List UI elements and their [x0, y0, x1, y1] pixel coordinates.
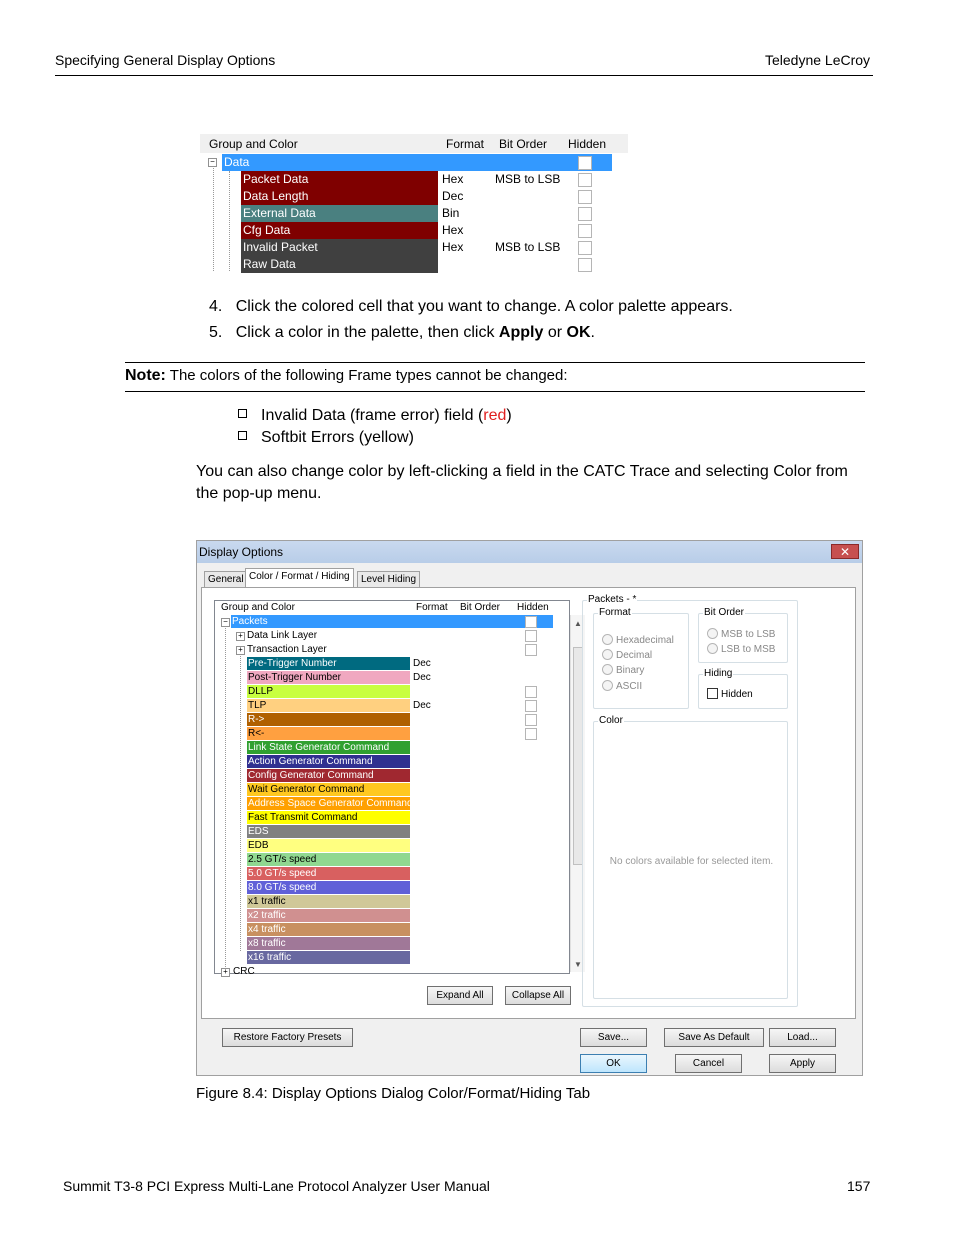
- tree-row[interactable]: [215, 797, 555, 811]
- grid-row[interactable]: [200, 256, 628, 273]
- note-rule-top: [125, 362, 865, 363]
- tree-row-transaction-layer[interactable]: [215, 643, 555, 657]
- collapse-icon[interactable]: −: [221, 618, 230, 627]
- color-cell[interactable]: Address Space Generator Command: [248, 798, 413, 809]
- col-bit-order: Bit Order: [460, 602, 501, 613]
- expand-icon[interactable]: +: [221, 968, 230, 977]
- hidden-checkbox[interactable]: [525, 630, 537, 642]
- tree-row[interactable]: [215, 867, 555, 881]
- tree-row[interactable]: [215, 881, 555, 895]
- bullet-red-word: red: [483, 407, 507, 424]
- hiding-label: Hiding: [704, 668, 733, 679]
- grid-parent-label[interactable]: Data: [222, 154, 612, 171]
- tree-row[interactable]: [215, 713, 555, 727]
- color-cell[interactable]: Pre-Trigger Number: [247, 657, 410, 670]
- checkbox-bullet-icon: [238, 409, 247, 418]
- tree-column-header: [215, 601, 567, 614]
- note-rule-bottom: [125, 391, 865, 392]
- tab-color-format-hiding[interactable]: Color / Format / Hiding: [245, 568, 354, 588]
- radio-ascii[interactable]: [602, 680, 642, 692]
- col-group: Group and Color: [209, 137, 298, 151]
- radio-label: Hexadecimal: [616, 635, 674, 646]
- apply-button[interactable]: Apply: [769, 1054, 836, 1073]
- color-cell[interactable]: R<-: [247, 727, 410, 740]
- tree-row[interactable]: [215, 783, 555, 797]
- note-text: The colors of the following Frame types cannot be changed:: [165, 367, 568, 384]
- tree-row[interactable]: [215, 853, 555, 867]
- close-icon[interactable]: ✕: [831, 544, 859, 559]
- step-text: or: [543, 324, 567, 341]
- format-cell[interactable]: Hex: [442, 240, 464, 254]
- radio-hexadecimal[interactable]: [602, 634, 674, 646]
- format-cell[interactable]: Dec: [413, 672, 431, 683]
- save-button[interactable]: Save...: [580, 1028, 647, 1047]
- step-5: [209, 324, 595, 342]
- tree-row-data-link-layer[interactable]: [215, 629, 555, 643]
- format-cell[interactable]: Dec: [413, 700, 431, 711]
- display-options-dialog: [196, 540, 863, 1076]
- grid-row[interactable]: [200, 171, 628, 188]
- page-number: 157: [847, 1178, 871, 1194]
- scroll-up-icon[interactable]: ▲: [574, 619, 582, 628]
- tree-row[interactable]: [215, 909, 555, 923]
- tree-row[interactable]: [215, 937, 555, 951]
- tree-row[interactable]: [215, 839, 555, 853]
- checkbox-bullet-icon: [238, 431, 247, 440]
- color-cell[interactable]: Wait Generator Command: [247, 783, 410, 796]
- radio-label: ASCII: [616, 681, 643, 692]
- cancel-button[interactable]: Cancel: [675, 1054, 742, 1073]
- color-group: [593, 715, 788, 999]
- radio-icon[interactable]: [707, 628, 718, 639]
- hidden-checkbox[interactable]: [578, 224, 592, 238]
- radio-icon[interactable]: [602, 664, 613, 675]
- bullet-invalid-data: [238, 407, 512, 425]
- color-cell[interactable]: Action Generator Command: [247, 755, 410, 768]
- tree-row[interactable]: [215, 755, 555, 769]
- note-label: Note:: [125, 367, 166, 384]
- bullet-text: Invalid Data (frame error) field (: [261, 407, 484, 424]
- col-format: Format: [446, 137, 485, 151]
- bit-order-cell[interactable]: MSB to LSB: [495, 240, 561, 254]
- radio-msb-to-lsb[interactable]: [707, 628, 775, 640]
- load-button[interactable]: Load...: [769, 1028, 836, 1047]
- grid-row[interactable]: [200, 222, 628, 239]
- color-cell[interactable]: Link State Generator Command: [247, 741, 410, 754]
- save-as-default-button[interactable]: Save As Default: [664, 1028, 764, 1047]
- radio-label: Decimal: [616, 650, 653, 661]
- col-bit-order: Bit Order: [499, 137, 548, 151]
- hidden-checkbox[interactable]: [578, 190, 592, 204]
- apply-word: Apply: [498, 324, 544, 341]
- tree-row[interactable]: [215, 769, 555, 783]
- format-cell[interactable]: Hex: [442, 223, 464, 237]
- color-cell[interactable]: x2 traffic: [247, 909, 410, 922]
- tree-item-label: Transaction Layer: [247, 644, 327, 655]
- hidden-checkbox[interactable]: [578, 156, 592, 170]
- bit-order-label: Bit Order: [704, 607, 745, 618]
- hidden-checkbox[interactable]: [525, 700, 537, 712]
- radio-icon[interactable]: [602, 649, 613, 660]
- format-label: Format: [599, 607, 631, 618]
- step-number: 4.: [209, 298, 223, 315]
- grid-row[interactable]: [200, 239, 628, 256]
- body-paragraph: You can also change color by left-clicking a field in the CATC Trace and selecting Color from the pop-up menu.: [196, 463, 848, 502]
- hiding-group: [698, 668, 788, 709]
- bullet-text: ): [506, 407, 512, 424]
- radio-icon[interactable]: [707, 643, 718, 654]
- color-cell[interactable]: DLLP: [247, 685, 410, 698]
- packets-group: [582, 594, 798, 1007]
- grid-column-header: [200, 134, 628, 153]
- color-cell[interactable]: x16 traffic: [247, 951, 410, 964]
- color-cell[interactable]: Post-Trigger Number: [247, 671, 410, 684]
- radio-lsb-to-msb[interactable]: [707, 643, 775, 655]
- tree-row[interactable]: [215, 951, 555, 965]
- tree-row[interactable]: [215, 923, 555, 937]
- radio-binary[interactable]: [602, 664, 644, 676]
- tree-root-label[interactable]: Packets: [231, 615, 553, 628]
- format-group: [593, 607, 689, 709]
- color-cell[interactable]: EDB: [247, 839, 410, 852]
- tree-row[interactable]: [215, 895, 555, 909]
- color-cell[interactable]: x8 traffic: [247, 937, 410, 950]
- group-color-grid: [200, 134, 628, 271]
- radio-icon[interactable]: [602, 680, 613, 691]
- tree-row[interactable]: [215, 671, 555, 685]
- scroll-down-icon[interactable]: ▼: [574, 960, 582, 969]
- color-cell[interactable]: x1 traffic: [247, 895, 410, 908]
- tree-row[interactable]: [215, 699, 555, 713]
- hidden-checkbox[interactable]: [525, 686, 537, 698]
- ok-button[interactable]: OK: [580, 1054, 647, 1073]
- packets-group-title: Packets - *: [588, 594, 637, 605]
- tab-panel: [201, 587, 856, 1019]
- hidden-checkbox[interactable]: [525, 616, 537, 628]
- hidden-checkbox[interactable]: [578, 258, 592, 272]
- format-cell[interactable]: Bin: [442, 206, 460, 220]
- hidden-checkbox[interactable]: [525, 644, 537, 656]
- tree-row[interactable]: [215, 741, 555, 755]
- hidden-checkbox[interactable]: [578, 173, 592, 187]
- color-cell[interactable]: Invalid Packet: [241, 239, 438, 256]
- grid-row[interactable]: [200, 188, 628, 205]
- tree-item-label: CRC: [233, 966, 255, 977]
- ok-word: OK: [566, 324, 591, 341]
- expand-icon[interactable]: +: [236, 632, 245, 641]
- hidden-option[interactable]: [707, 688, 753, 700]
- page-header-left: Specifying General Display Options: [55, 52, 276, 68]
- tree-row[interactable]: [215, 685, 555, 699]
- color-cell[interactable]: Config Generator Command: [247, 769, 410, 782]
- step-4: [209, 298, 733, 316]
- color-cell[interactable]: TLP: [247, 699, 410, 712]
- dialog-titlebar: [197, 541, 862, 563]
- hidden-label: Hidden: [721, 689, 753, 700]
- step-text: .: [590, 324, 595, 341]
- step-number: 5.: [209, 324, 223, 341]
- color-cell[interactable]: Fast Transmit Command: [247, 811, 410, 824]
- format-cell[interactable]: Hex: [442, 172, 464, 186]
- color-cell[interactable]: Cfg Data: [241, 222, 438, 239]
- figure-caption: Figure 8.4: Display Options Dialog Color/Format/Hiding Tab: [196, 1085, 591, 1102]
- color-cell[interactable]: Data Length: [241, 188, 438, 205]
- expand-icon[interactable]: +: [236, 646, 245, 655]
- grid-row-data[interactable]: [200, 154, 628, 171]
- tab-level-hiding[interactable]: Level Hiding: [357, 571, 420, 587]
- tree-row[interactable]: [215, 811, 555, 825]
- grid-row[interactable]: [200, 205, 628, 222]
- expand-all-button[interactable]: Expand All: [427, 986, 493, 1005]
- collapse-icon[interactable]: −: [208, 158, 217, 167]
- hidden-checkbox[interactable]: [578, 241, 592, 255]
- bullet-text: Softbit Errors (yellow): [261, 429, 414, 446]
- step-text: Click the colored cell that you want to change. A color palette appears.: [235, 298, 733, 315]
- tab-general[interactable]: General: [204, 571, 248, 587]
- group-color-tree: [214, 600, 582, 977]
- color-cell[interactable]: R->: [247, 713, 410, 726]
- col-group: Group and Color: [221, 602, 295, 613]
- format-cell[interactable]: Dec: [442, 189, 464, 203]
- hidden-checkbox[interactable]: [525, 728, 537, 740]
- bit-order-cell[interactable]: MSB to LSB: [495, 172, 561, 186]
- tree-row[interactable]: [215, 657, 555, 671]
- color-cell[interactable]: EDS: [247, 825, 410, 838]
- radio-label: LSB to MSB: [721, 644, 776, 655]
- tree-row-packets[interactable]: [215, 615, 555, 629]
- format-cell[interactable]: Dec: [413, 658, 431, 669]
- color-cell[interactable]: External Data: [241, 205, 438, 222]
- tree-row[interactable]: [215, 727, 555, 741]
- col-hidden: Hidden: [568, 137, 607, 151]
- color-label: Color: [599, 715, 623, 726]
- radio-label: MSB to LSB: [721, 629, 776, 640]
- hidden-checkbox[interactable]: [578, 207, 592, 221]
- collapse-all-button[interactable]: Collapse All: [505, 986, 571, 1005]
- color-cell[interactable]: 2.5 GT/s speed: [247, 853, 410, 866]
- radio-decimal[interactable]: [602, 649, 652, 661]
- radio-label: Binary: [616, 665, 645, 676]
- hidden-checkbox[interactable]: [525, 714, 537, 726]
- col-format: Format: [416, 602, 448, 613]
- color-cell[interactable]: x4 traffic: [247, 923, 410, 936]
- checkbox-icon[interactable]: [707, 688, 718, 699]
- header-rule: [55, 75, 873, 76]
- tree-row-crc[interactable]: [215, 965, 555, 979]
- tree-item-label: Data Link Layer: [247, 630, 318, 641]
- radio-icon[interactable]: [602, 634, 613, 645]
- color-cell[interactable]: Packet Data: [241, 171, 438, 188]
- bit-order-group: [698, 607, 788, 663]
- tree-row[interactable]: [215, 825, 555, 839]
- bullet-softbit: [238, 429, 414, 447]
- color-cell[interactable]: Raw Data: [241, 256, 438, 273]
- restore-factory-presets-button[interactable]: Restore Factory Presets: [222, 1028, 353, 1047]
- color-cell[interactable]: 5.0 GT/s speed: [247, 867, 410, 880]
- page-footer-left: Summit T3-8 PCI Express Multi-Lane Protocol Analyzer User Manual: [63, 1178, 490, 1194]
- color-cell[interactable]: 8.0 GT/s speed: [247, 881, 410, 894]
- note: [125, 367, 568, 385]
- no-colors-message: No colors available for selected item.: [609, 856, 774, 867]
- step-text: Click a color in the palette, then click: [235, 324, 499, 341]
- page-header-right: Teledyne LeCroy: [765, 52, 871, 68]
- dialog-title: Display Options: [199, 545, 284, 559]
- col-hidden: Hidden: [517, 602, 549, 613]
